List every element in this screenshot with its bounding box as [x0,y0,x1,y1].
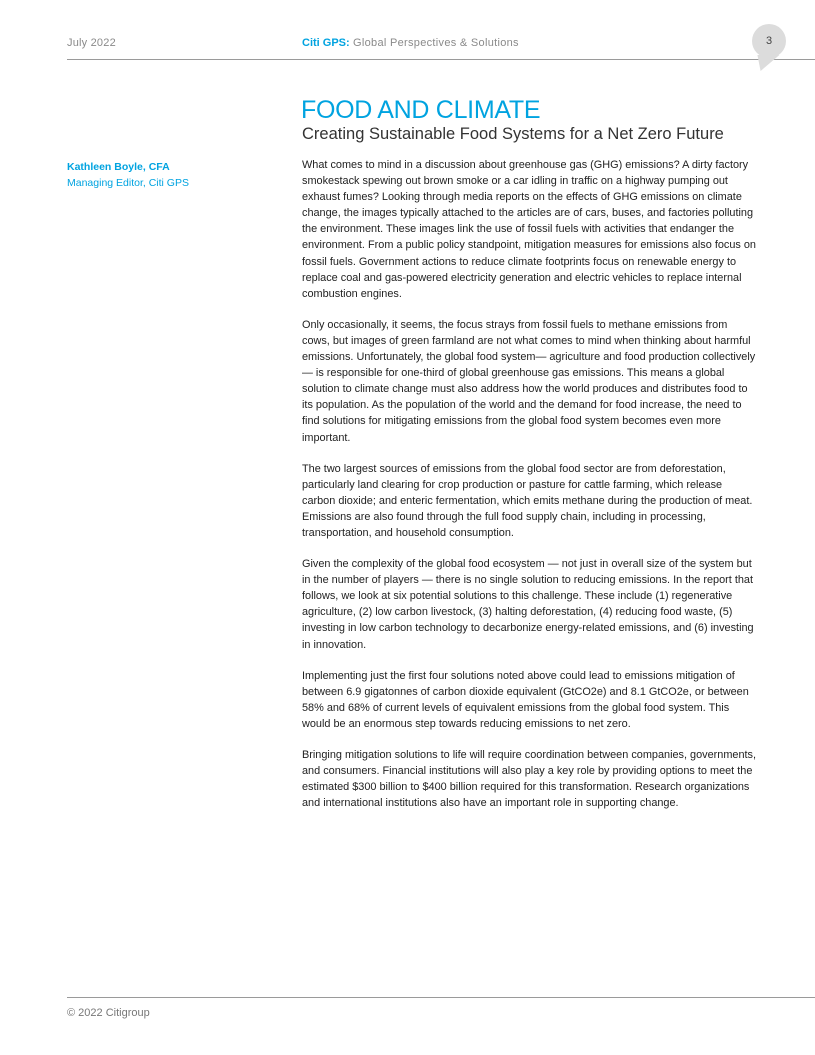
body-paragraph: The two largest sources of emissions from the global food sector are from deforestation, particularly land clearing for crop production or pasture for cattle farming, which release carbon dioxide; and enteric fermentation, which emits methane during the production of meat. Emissions are also found through the full food supply chain, including in processing, transportation, and household consumption. [302,462,753,539]
header-brand [302,37,519,49]
body-paragraph: Only occasionally, it seems, the focus strays from fossil fuels to methane emissions from cows, but images of green farmland are not what comes to mind when thinking about harmful emissions. Unfortunately, the global food system— agriculture and food production collectively — is responsible for one-third of global greenhouse gas emissions. This means a global solution to climate change must also address how the world produces and distributes food to its population. As the population of the world and the demand for food increase, the need to find solutions for mitigating emissions from the global food system becomes even more important. [302,318,756,444]
page-number-badge: 3 [752,24,786,58]
author-name: Kathleen Boyle, CFA [67,161,170,173]
author-block [67,159,189,191]
body-paragraph: Bringing mitigation solutions to life will require coordination between companies, governments, and consumers. Financial institutions will also play a key role by providing options to meet the estimated $300 billion to $400 billion required for this transformation. Research organizations and international institutions also have an important role in supporting change. [302,749,757,810]
article-body [302,157,757,826]
page-subtitle: Creating Sustainable Food Systems for a Net Zero Future [302,125,724,143]
body-paragraph: Given the complexity of the global food ecosystem — not just in overall size of the system but in the number of players — there is no single solution to reducing emissions. In the report that follows, we look at six potential solutions to this challenge. These include (1) regenerative agriculture, (2) low carbon livestock, (3) halting deforestation, (4) reducing food waste, (5) investing in low carbon technology to decarbonize energy-related emissions, and (6) investing in innovation. [302,558,754,651]
brand-tagline: Global Perspectives & Solutions [349,37,519,49]
footer-divider [67,997,815,998]
body-paragraph: What comes to mind in a discussion about greenhouse gas (GHG) emissions? A dirty factory smokestack spewing out brown smoke or a car idling in traffic on a highway pumping out exhaust fumes? Looking through media reports on the effects of GHG emissions on climate change, the images typically attached to the articles are of cars, buses, and factories polluting the environment. These images link the use of fossil fuels with activities that endanger the environment. From a public policy standpoint, mitigation measures for emissions also focus on fossil fuels. Government actions to reduce climate footprints focus on renewable energy to replace coal and gas-powered electricity generation and electric vehicles to replace internal combustion engines. [302,159,756,300]
header-date: July 2022 [67,37,116,49]
page-title: FOOD AND CLIMATE [301,96,541,124]
header-divider [67,59,815,60]
brand-name: Citi GPS: [302,37,350,49]
footer-copyright: © 2022 Citigroup [67,1007,150,1019]
body-paragraph: Implementing just the first four solutions noted above could lead to emissions mitigation of between 6.9 gigatonnes of carbon dioxide equivalent (GtCO2e) and 8.1 GtCO2e, or between 58% and 68% of current levels of equivalent emissions from the global food system. This would be an enormous step towards reducing emissions to net zero. [302,669,749,730]
author-role: Managing Editor, Citi GPS [67,177,189,189]
